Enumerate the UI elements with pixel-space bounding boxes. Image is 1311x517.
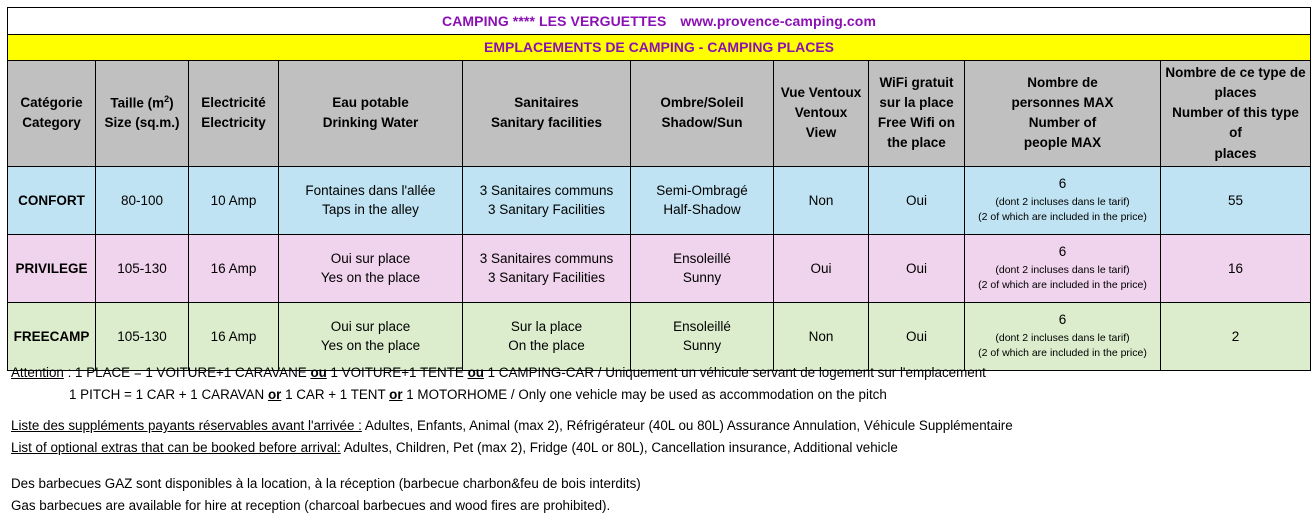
row-category: CONFORT: [8, 166, 96, 234]
note-attention-en: [11, 384, 1281, 406]
ou-2: ou: [467, 365, 484, 380]
note-extras-fr: [11, 415, 1281, 437]
row-water: [279, 166, 463, 234]
row-count: 16: [1161, 234, 1311, 302]
column-header-shade-en: Shadow/Sun: [661, 115, 743, 131]
row-shade-fr: Ensoleillé: [673, 318, 731, 334]
row-shade-fr: Ensoleillé: [673, 250, 731, 266]
camping-name: CAMPING **** LES VERGUETTES: [442, 13, 667, 29]
row-people-note-en: (2 of which are included in the price): [978, 279, 1147, 292]
column-header-size: [96, 60, 189, 166]
table-row: [8, 234, 1311, 302]
row-category: PRIVILEGE: [8, 234, 96, 302]
column-header-size-fr: Taille (m: [110, 95, 165, 111]
row-sanitary-fr: Sur la place: [510, 318, 583, 334]
row-people-note-en: (2 of which are included in the price): [978, 211, 1147, 224]
pitch-text-1: 1 PITCH = 1 CAR + 1 CARAVAN: [69, 387, 268, 402]
attention-text-2: 1 VOITURE+1 TENTE: [326, 365, 468, 380]
column-header-ventoux-en1: Ventoux: [794, 105, 848, 121]
column-header-category-fr: Catégorie: [20, 94, 83, 110]
row-water: [279, 234, 463, 302]
spacer-1: [11, 406, 1281, 415]
extras-value-fr: Adultes, Enfants, Animal (max 2), Réfrigérateur (40L ou 80L) Assurance Annulation, Véhicule Supplémentaire: [361, 418, 1013, 433]
note-bbq-en: Gas barbecues are available for hire at reception (charcoal barbecues and wood fires are prohibited).: [11, 498, 611, 513]
note-bbq-fr: Des barbecues GAZ sont disponibles à la location, à la réception (barbecue charbon&feu de bois interdits): [11, 476, 641, 491]
row-people-max: 6: [1058, 176, 1067, 192]
row-wifi: Oui: [869, 234, 965, 302]
column-header-wifi-en2: the place: [887, 135, 946, 151]
attention-text-1: : 1 PLACE = 1 VOITURE+1 CARAVANE: [63, 365, 311, 380]
row-sanitary-en: 3 Sanitary Facilities: [487, 202, 606, 218]
row-water-fr: Fontaines dans l'allée: [305, 182, 436, 198]
column-header-water-fr: Eau potable: [332, 94, 409, 110]
row-people-note-fr: (dont 2 incluses dans le tarif): [995, 331, 1130, 344]
row-shade: [631, 234, 774, 302]
column-header-people-fr2: personnes MAX: [1011, 94, 1114, 110]
row-size: 80-100: [96, 166, 189, 234]
column-header-people-fr1: Nombre de: [1027, 74, 1098, 90]
column-header-count-en1: Number of this type of: [1172, 105, 1299, 141]
row-shade-en: Half-Shadow: [663, 202, 741, 218]
column-header-sanitary-fr: Sanitaires: [514, 94, 579, 110]
row-sanitary-fr: 3 Sanitaires communs: [479, 182, 614, 198]
attention-label: Attention: [11, 365, 64, 380]
row-shade-en: Sunny: [682, 338, 722, 354]
column-header-count-fr1: Nombre de ce type de: [1165, 64, 1306, 80]
row-shade-fr: Semi-Ombragé: [656, 182, 748, 198]
table-row: [8, 166, 1311, 234]
extras-label-en: List of optional extras that can be booked before arrival:: [11, 440, 341, 455]
camping-website: www.provence-camping.com: [680, 13, 876, 29]
row-electricity: 10 Amp: [189, 166, 279, 234]
row-water-fr: Oui sur place: [330, 318, 411, 334]
column-header-wifi-fr1: WiFi gratuit: [879, 74, 954, 90]
column-header-water: [279, 60, 463, 166]
row-people-note-en: (2 of which are included in the price): [978, 347, 1147, 360]
row-people: [965, 302, 1161, 370]
row-water-en: Taps in the alley: [322, 202, 419, 218]
column-header-electricity: [189, 60, 279, 166]
row-sanitary-fr: 3 Sanitaires communs: [479, 250, 614, 266]
row-sanitary-en: 3 Sanitary Facilities: [487, 270, 606, 286]
row-ventoux: Non: [774, 302, 869, 370]
size-superscript: 2: [164, 93, 170, 104]
row-ventoux: Oui: [774, 234, 869, 302]
extras-value-en: Adultes, Children, Pet (max 2), Fridge (40L or 80L), Cancellation insurance, Additional vehicle: [340, 440, 898, 455]
row-water-en: Yes on the place: [320, 270, 421, 286]
row-sanitary: [463, 302, 631, 370]
table-header-row: [8, 60, 1311, 166]
footnotes: [11, 362, 1281, 517]
column-header-shade-fr: Ombre/Soleil: [660, 94, 744, 110]
row-size: 105-130: [96, 234, 189, 302]
row-wifi: Oui: [869, 166, 965, 234]
row-shade: [631, 166, 774, 234]
row-sanitary: [463, 166, 631, 234]
table-row: [8, 302, 1311, 370]
row-count: 2: [1161, 302, 1311, 370]
row-people-max: 6: [1058, 244, 1067, 260]
row-people: [965, 166, 1161, 234]
row-sanitary: [463, 234, 631, 302]
column-header-wifi-en1: Free Wifi on: [877, 115, 956, 131]
column-header-wifi-fr2: sur la place: [879, 94, 954, 110]
document-title-row: [8, 8, 1311, 35]
column-header-water-en: Drinking Water: [322, 115, 419, 131]
row-people-note-fr: (dont 2 incluses dans le tarif): [995, 263, 1130, 276]
row-shade: [631, 302, 774, 370]
spacer-2: [11, 459, 1281, 473]
row-ventoux: Non: [774, 166, 869, 234]
document-title-cell: [8, 8, 1311, 35]
size-paren: ): [169, 95, 174, 111]
camping-places-table: [7, 7, 1311, 371]
row-electricity: 16 Amp: [189, 234, 279, 302]
column-header-category-en: Category: [22, 115, 81, 131]
extras-label-fr: Liste des suppléments payants réservables avant l'arrivée :: [11, 418, 362, 433]
row-category: FREECAMP: [8, 302, 96, 370]
row-electricity: 16 Amp: [189, 302, 279, 370]
ou-1: ou: [310, 365, 327, 380]
column-header-electricity-fr: Electricité: [201, 94, 266, 110]
column-header-ventoux-en2: View: [805, 125, 837, 141]
column-header-count-fr2: places: [1214, 84, 1257, 100]
column-header-size-en: Size (sq.m.): [104, 115, 180, 131]
row-water: [279, 302, 463, 370]
column-header-sanitary: [463, 60, 631, 166]
column-header-count-en2: places: [1214, 145, 1257, 161]
column-header-ventoux-fr: Vue Ventoux: [780, 84, 862, 100]
row-sanitary-en: On the place: [508, 338, 585, 354]
column-header-ventoux: [774, 60, 869, 166]
column-header-people: [965, 60, 1161, 166]
row-size: 105-130: [96, 302, 189, 370]
column-header-people-en2: people MAX: [1023, 135, 1102, 151]
row-wifi: Oui: [869, 302, 965, 370]
column-header-electricity-en: Electricity: [201, 115, 266, 131]
note-extras-en: [11, 437, 1281, 459]
column-header-count: [1161, 60, 1311, 166]
row-shade-en: Sunny: [682, 270, 722, 286]
column-header-wifi: [869, 60, 965, 166]
pitch-text-2: 1 CAR + 1 TENT: [281, 387, 390, 402]
row-water-fr: Oui sur place: [330, 250, 411, 266]
banner-row: [8, 35, 1311, 60]
column-header-people-en1: Number of: [1028, 115, 1097, 131]
row-people: [965, 234, 1161, 302]
row-people-note-fr: (dont 2 incluses dans le tarif): [995, 195, 1130, 208]
banner-label: EMPLACEMENTS DE CAMPING - CAMPING PLACES: [8, 35, 1311, 60]
column-header-sanitary-en: Sanitary facilities: [490, 115, 603, 131]
row-people-max: 6: [1058, 312, 1067, 328]
note-attention-fr: [11, 362, 1281, 384]
or-2: or: [389, 387, 403, 402]
or-1: or: [267, 387, 282, 402]
column-header-category: [8, 60, 96, 166]
row-count: 55: [1161, 166, 1311, 234]
pitch-text-3: 1 MOTORHOME / Only one vehicle may be used as accommodation on the pitch: [402, 387, 887, 402]
attention-text-3: 1 CAMPING-CAR / Uniquement un véhicule servant de logement sur l'emplacement: [483, 365, 986, 380]
column-header-shade: [631, 60, 774, 166]
row-water-en: Yes on the place: [320, 338, 421, 354]
